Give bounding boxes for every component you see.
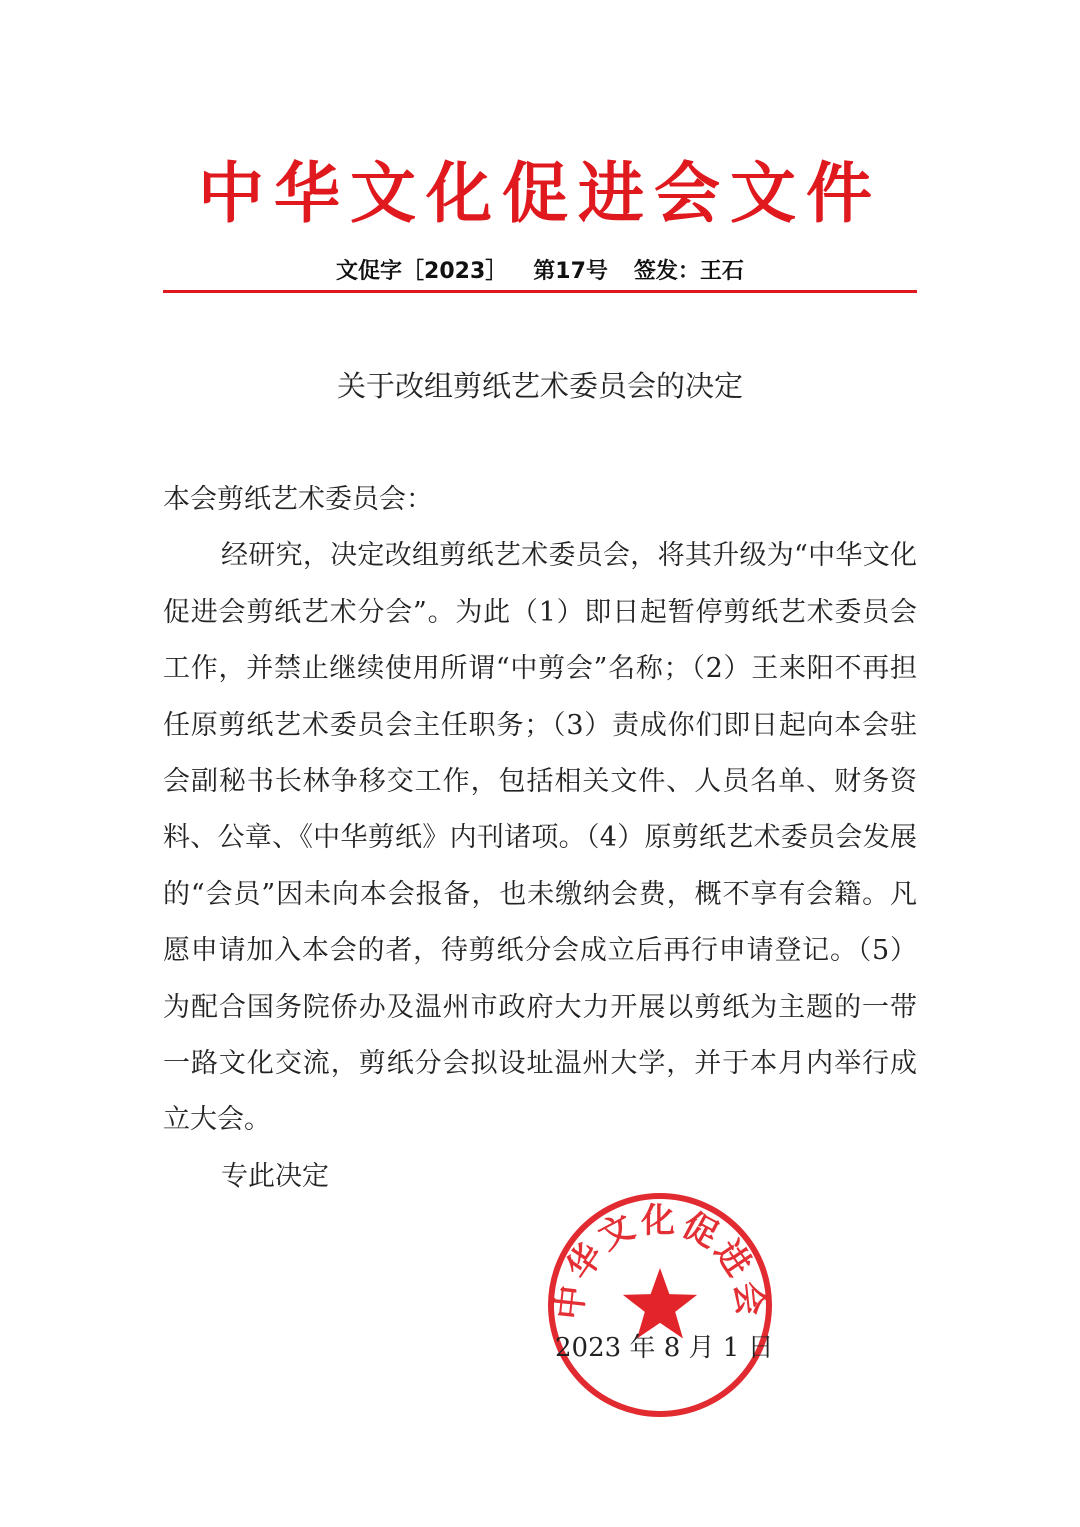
document-date: 2023 年 8 月 1 日 <box>555 1333 774 1363</box>
issuer-name: 王石 <box>699 259 744 284</box>
closing-line: 专此决定 <box>221 1160 329 1192</box>
issuer-label: 签发： <box>633 259 700 284</box>
seal-text: 中华文化促进会 <box>549 1201 771 1322</box>
document-title: 关于改组剪纸艺术委员会的决定 <box>336 369 743 403</box>
doc-code: 文促字［2023］ <box>336 259 508 284</box>
masthead-title: 中华文化促进会文件 <box>198 155 882 232</box>
body-paragraph: 经研究，决定改组剪纸艺术委员会，将其升级为“中华文化促进会剪纸艺术分会”。为此（1）即日起暂停剪纸艺术委员会工作，并禁止继续使用所谓“中剪会”名称；（2）王来阳不再担任原剪纸艺术委员会主任职务；（3）责成你们即日起向本会驻会副秘书长林争移交工作，包括相关文件、人员名单、财务资料、公章、《中华剪纸》内刊诸项。（4）原剪纸艺术委员会发展的“会员”因未向本会报备，也未缴纳会费，概不享有会籍。凡愿申请加入本会的者，待剪纸分会成立后再行申请登记。（5）为配合国务院侨办及温州市政府大力开展以剪纸为主题的一带一路文化交流，剪纸分会拟设址温州大学，并于本月内举行成立大会。 <box>163 540 917 1136</box>
document-number-line <box>163 252 917 292</box>
document-body <box>163 472 917 1205</box>
salutation: 本会剪纸艺术委员会： <box>163 484 433 515</box>
header-divider <box>163 290 917 293</box>
doc-number: 第17号 <box>533 259 608 284</box>
official-seal <box>545 1190 775 1420</box>
